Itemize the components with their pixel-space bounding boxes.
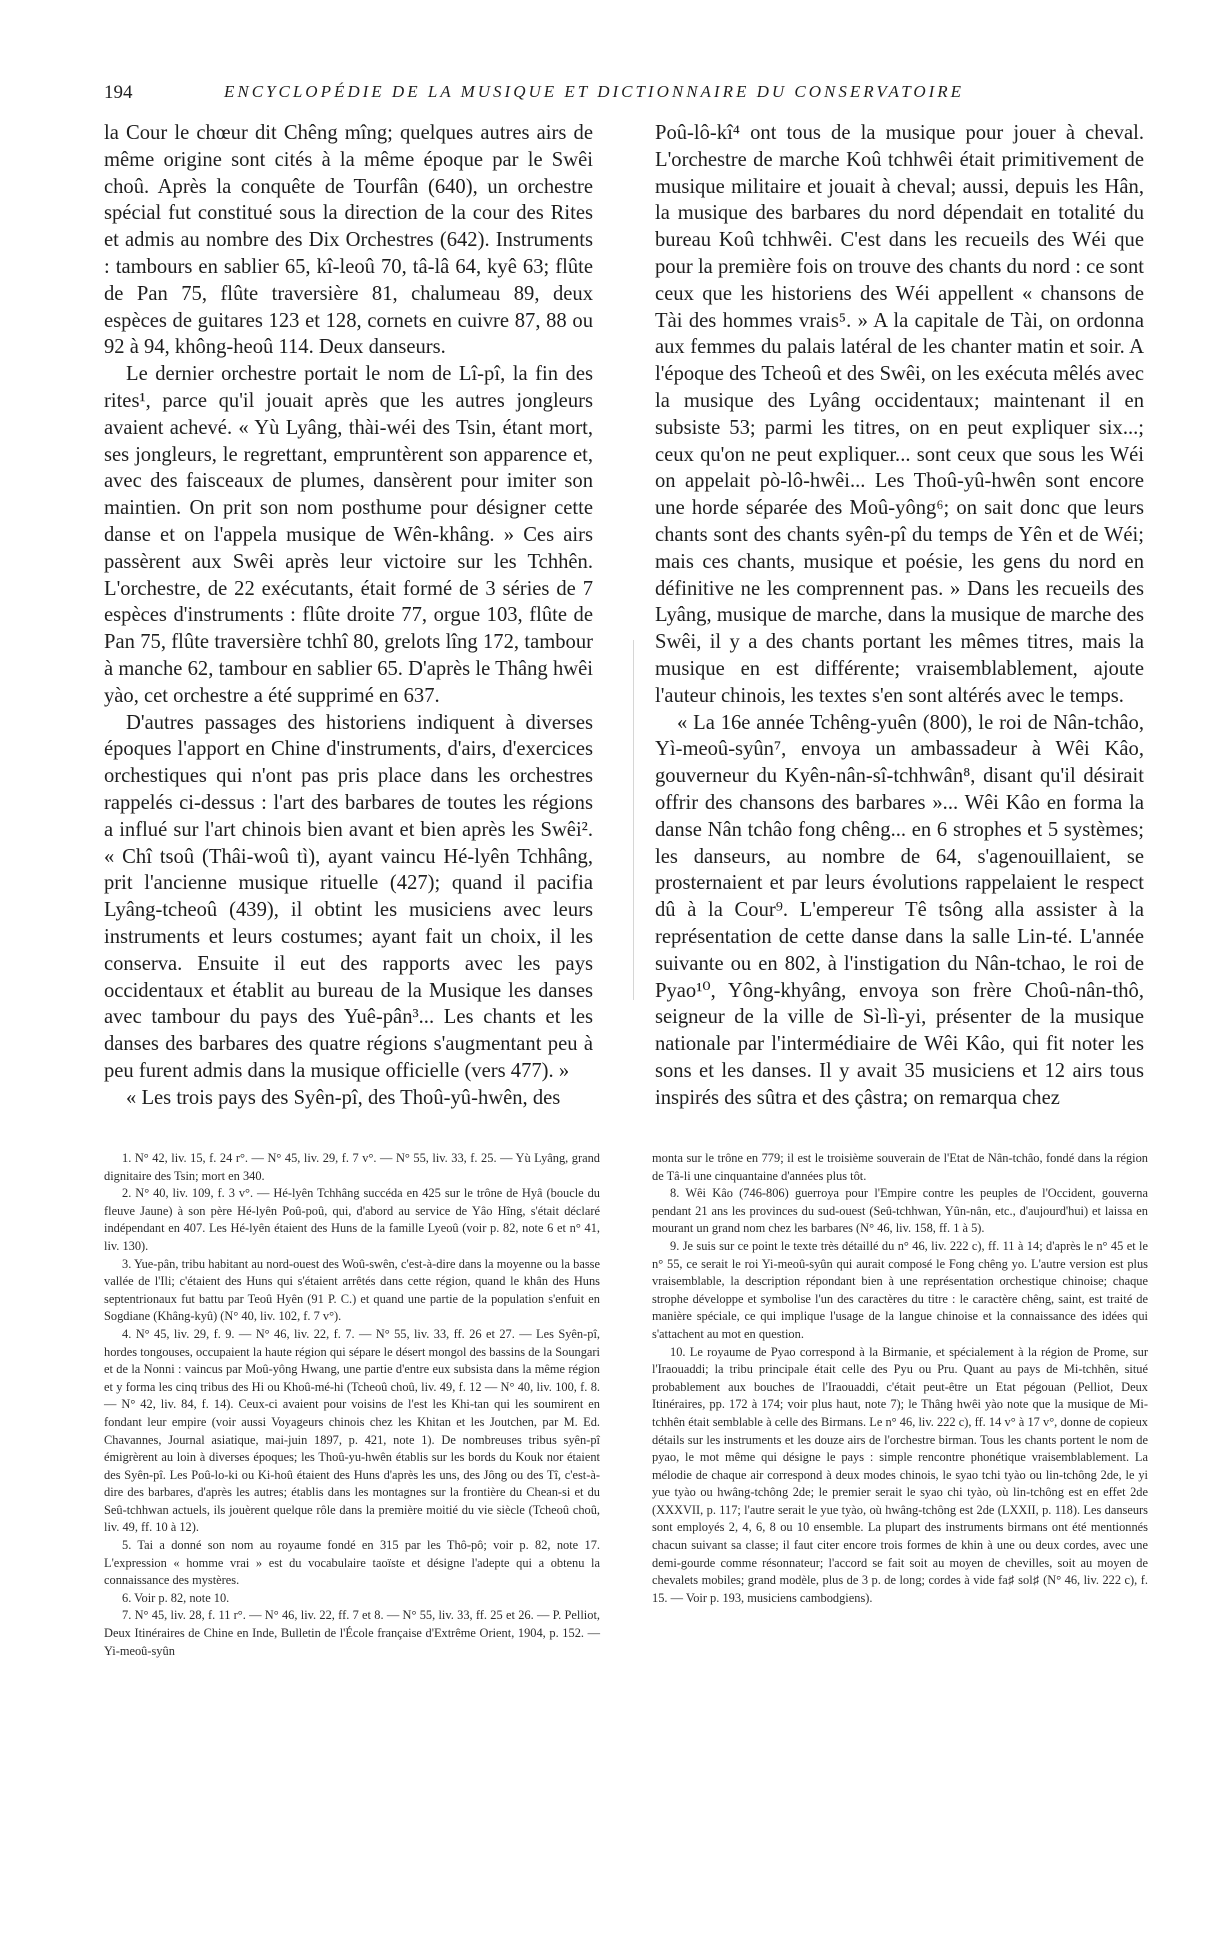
footnote: monta sur le trône en 779; il est le troisième souverain de l'Etat de Nân-tchâo, fondé dans la région de Tâ-li une cinquantaine d'années plus tôt. xyxy=(652,1151,1148,1183)
page-number: 194 xyxy=(104,82,133,103)
footnote: 2. N° 40, liv. 109, f. 3 v°. — Hé-lyên Tchhâng succéda en 425 sur le trône de Hyâ (boucle du fleuve Jaune) à son père Hé-lyên Poû-poû, qui, d'abord au service de Yâo Hîng, s'était déclaré indépendant en 407. Les Hé-lyên étaient des Huns de la famille Lyeoû (voir p. 82, note 6 et n° 41, liv. 130). xyxy=(104,1186,600,1253)
footnote: 8. Wêi Kâo (746-806) guerroya pour l'Empire contre les peuples de l'Occident, gouverna pendant 21 ans les provinces du sud-ouest (Seû-tchhwan, Yûn-nân, etc., d'aujourd'hui) et laissa en mourant un grand nom chez les barbares (N° 46, liv. 158, ff. 1 à 5). xyxy=(652,1186,1148,1236)
footnote: 10. Le royaume de Pyao correspond à la Birmanie, et spécialement à la région de Prome, sur l'Iraouaddi; la tribu principale était celle des Pyu ou Pru. Quant au pays de Mi-tchhên, situé probablement aux bouches de l'Iraouaddi, c'était peut-être un Etat pégouan (Pelliot, Deux Itinéraires, pp. 172 à 174; voir plus haut, note 7); le Thâng hwêi yào note que la musique de Mi-tchhên était semblable à celle des Birmans. Le n° 46, liv. 222 c), ff. 14 v° à 17 v°, donne de copieux détails sur les instruments et les douze airs de l'orchestre birman. Tous les chants portent le nom de pyao, le mot même qui désigne le pays : simple rencontre phonétique vraisemblablement. La mélodie de chaque air correspond à deux modes chinois, le syao tchi tyào ou lin-tchông 2de, le yi yue tyào ou hwâng-tchông 2de; le premier serait le syao chi tyào, où lin-tchông est en effet 2de (XXXVII, p. 117; l'autre serait le yue tyào, où hwâng-tchông est 2de (LXXII, p. 118). Les danseurs sont employés 2, 4, 6, 8 ou 10 ensemble. La plupart des instruments birmans ont été mentionnés chacun suivant sa classe; il faut citer encore trois formes de khin à une ou deux cordes, avec une demi-gourde comme résonnateur; l'accord se fait soit au moyen de chevilles, soit au moyen de chevalets mobiles; grand modèle, plus de 3 p. de long; cordes à vide fa♯ sol♯ (N° 46, liv. 222 c), f. 15. — Voir p. 193, musiciens cambodgiens). xyxy=(652,1344,1148,1605)
footnote: 3. Yue-pân, tribu habitant au nord-ouest des Woû-swên, c'est-à-dire dans la moyenne ou la basse vallée de l'Ili; c'étaient des Huns qui s'étaient arrêtés dans cette région, quand le khân des Huns septentrionaux fut battu par Teoû Hyên (91 P. C.) et quand une partie de la population s'enfuit en Sogdiane (Khâng-kyû) (N° 40, liv. 102, f. 7 v°). xyxy=(104,1256,600,1324)
footnote: 1. N° 42, liv. 15, f. 24 r°. — N° 45, liv. 29, f. 7 v°. — N° 55, liv. 33, f. 25. — Yù Lyâng, grand dignitaire des Tsin; mort en 340. xyxy=(104,1151,600,1183)
paragraph: Le dernier orchestre portait le nom de Lî-pî, la fin des rites¹, parce qu'il jouait après que les autres jongleurs avaient achevé. « Yù Lyâng, thài-wéi des Tsin, étant mort, ses jongleurs, le regrettant, empruntèrent son apparence et, avec des faisceaux de plumes, dansèrent pour imiter son maintien. On prit son nom posthume pour désigner cette danse et on l'appela musique de Wên-khâng. » Ces airs passèrent aux Swêi après leur victoire sur les Tchhên. L'orchestre, de 22 exécutants, était formé de 3 séries de 7 espèces d'instruments : flûte droite 77, orgue 103, flûte de Pan 75, flûte traversière tchhî 80, grelots lîng 172, tambour à manche 62, tambour en sablier 65. D'après le Thâng hwêi yào, cet orchestre a été supprimé en 637. xyxy=(104,363,593,707)
footnotes-right xyxy=(652,1150,1148,1607)
footnote: 9. Je suis sur ce point le texte très détaillé du n° 46, liv. 222 c), ff. 11 à 14; d'après le n° 45 et le n° 55, ce serait le roi Yi-meoû-syûn qui aurait composé le Fong chêng yo. L'autre version est plus vraisemblable, la description répondant bien à une représentation orchestique chinoise; chaque strophe développe et symbolise l'un des caractères du titre : le caractère chêng, saint, est traité de manière spéciale, ce qui implique l'usage de la langue chinoise et la connaissance des idées qui s'attachent au mot en question. xyxy=(652,1238,1148,1341)
paragraph: « La 16e année Tchêng-yuên (800), le roi de Nân-tchâo, Yì-meoû-syûn⁷, envoya un ambassadeur à Wêi Kâo, gouverneur du Kyên-nân-sî-tchhwân⁸, disant qu'il désirait offrir des chansons des barbares »... Wêi Kâo en forma la danse Nân tchâo fong chêng... en 6 strophes et 5 systèmes; les danseurs, au nombre de 64, s'agenouillaient, se prosternaient et par leurs évolutions rappelaient le respect dû à la Cour⁹. L'empereur Tê tsông alla assister à la représentation de cette danse dans la salle Lin-té. L'année suivante ou en 802, à l'instigation du Nân-tchao, le roi de Pyao¹⁰, Yông-khyâng, envoya son frère Choû-nân-thô, seigneur de la ville de Sì-lì-yi, présenter de la musique nationale par l'intermédiaire de Wêi Kâo, qui fit noter les sons et les danses. Il y avait 35 musiciens et 12 airs tous inspirés des sûtra et des çâstra; on remarqua chez xyxy=(655,711,1144,1109)
paragraph: « Les trois pays des Syên-pî, des Thoû-yû-hwên, des xyxy=(126,1086,561,1109)
footnotes-left xyxy=(104,1150,600,1660)
footnote: 4. N° 45, liv. 29, f. 9. — N° 46, liv. 22, f. 7. — N° 55, liv. 33, ff. 26 et 27. — Les Syên-pî, hordes tongouses, occupaient la haute région qui sépare le désert mongol des bassins de la Soungari et de la Nonni : vaincus par Moû-yông Hwang, une partie d'entre eux subsista dans la même région et y forma les cinq tribus des Hi ou Khoû-mé-hi (Tcheoû choû, liv. 49, f. 12 — N° 40, liv. 100, f. 8. — N° 42, liv. 84, f. 14). Ceux-ci avaient pour voisins de l'est les Khi-tan qui les soumirent en fondant leur empire (voir aussi Voyageurs chinois chez les Khitan et les Joutchen, par M. Ed. Chavannes, Journal asiatique, mai-juin 1897, p. 421, note 1). De nombreuses tribus syên-pî émigrèrent au loin à diverses époques; les Thoû-yu-hwên établis sur les bords du Kouk nor étaient des Syên-pî. Les Poû-lo-ki ou Ki-hoû étaient des Huns d'après les uns, des Jông ou des Tî, c'est-à-dire des barbares, d'après les autres; établis dans les montagnes sur la frontière du Chean-si et du Seû-tchhwan actuels, ils jouèrent quelque rôle dans la première moitié du vie siècle (Tcheoû choû, liv. 49, ff. 10 à 12). xyxy=(104,1326,600,1535)
footnote: 7. N° 45, liv. 28, f. 11 r°. — N° 46, liv. 22, ff. 7 et 8. — N° 55, liv. 33, ff. 25 et 26. — P. Pelliot, Deux Itinéraires de Chine en Inde, Bulletin de l'École française d'Extrême Orient, 1904, p. 152. — Yi-meoû-syûn xyxy=(104,1608,600,1658)
page-header xyxy=(104,82,1144,108)
paragraph: Poû-lô-kî⁴ ont tous de la musique pour jouer à cheval. L'orchestre de marche Koû tchhwêi était primitivement de musique militaire et jouait à cheval; aussi, depuis les Hân, la musique des barbares du nord dépendait en totalité du bureau Koû tchhwêi. C'est dans les recueils des Wéi que pour la première fois on trouve des chants du nord : ce sont ceux que les historiens des Wéi appellent « chansons de Tài des hommes vrais⁵. » A la capitale de Tài, on ordonna aux femmes du palais latéral de les chanter matin et soir. A l'époque des Tcheoû et des Swêi, on les exécuta mêlés avec la musique des Lyâng occidentaux; maintenant il en subsiste 53; parmi les titres, on en peut expliquer six...; ceux qu'on ne peut expliquer... sont ceux que sous les Wéi on appelait pò-lô-hwêi... Les Thoû-yû-hwên sont encore une horde séparée des Moû-yông⁶; on sait donc que leurs chants sont des chants syên-pî du temps de Yên et de Wéi; mais ces chants, musique et poésie, les gens du nord en définitive ne les comprennent pas. » Dans les recueils des Lyâng, musique de marche, dans la musique de marche des Swêi, il y a des chants portant les mêmes titres, mais la musique en est différente; vraisemblablement, ajoute l'auteur chinois, les textes s'en sont altérés avec le temps. xyxy=(655,122,1144,707)
column-divider xyxy=(633,640,634,1000)
left-column xyxy=(104,120,593,1111)
footnote: 5. Tai a donné son nom au royaume fondé en 315 par les Thô-pô; voir p. 82, note 17. L'expression « homme vrai » est du vocabulaire taoïste et désigne l'adepte qui a obtenu la connaissance des mystères. xyxy=(104,1538,600,1588)
running-title: ENCYCLOPÉDIE DE LA MUSIQUE ET DICTIONNAIRE DU CONSERVATOIRE xyxy=(224,82,965,101)
paragraph: D'autres passages des historiens indiquent à diverses époques l'apport en Chine d'instruments, d'airs, d'exercices orchestiques qui n'ont pas pris place dans les orchestres rappelés ci-dessus : l'art des barbares de toutes les régions a influé sur l'art chinois bien avant et bien après les Swêi². « Chî tsoû (Thâi-woû tì), ayant vaincu Hé-lyên Tchhâng, prit l'ancienne musique rituelle (427); quand il pacifia Lyâng-tcheoû (439), il obtint les musiciens avec leurs instruments et leurs costumes; ayant fait un choix, il les conserva. Ensuite il eut des rapports avec les pays occidentaux et établit au bureau de la Musique les danses avec tambour du pays des Yuê-pân³... Les chants et les danses des barbares des quatre régions s'augmentant peu à peu furent admis dans la musique officielle (vers 477). » xyxy=(104,711,593,1082)
paragraph: la Cour le chœur dit Chêng mîng; quelques autres airs de même origine sont cités à la même époque par le Swêi choû. Après la conquête de Tourfân (640), un orchestre spécial fut constitué sous la direction de la cour des Rites et admis au nombre des Dix Orchestres (642). Instruments : tambours en sablier 65, kî-leoû 70, tâ-lâ 64, kyê 63; flûte de Pan 75, flûte traversière 81, chalumeau 89, deux espèces de guitares 123 et 128, cornets en cuivre 87, 88 ou 92 à 94, không-heoû 114. Deux danseurs. xyxy=(104,122,593,359)
footnote: 6. Voir p. 82, note 10. xyxy=(122,1590,230,1605)
right-column xyxy=(655,120,1144,1111)
